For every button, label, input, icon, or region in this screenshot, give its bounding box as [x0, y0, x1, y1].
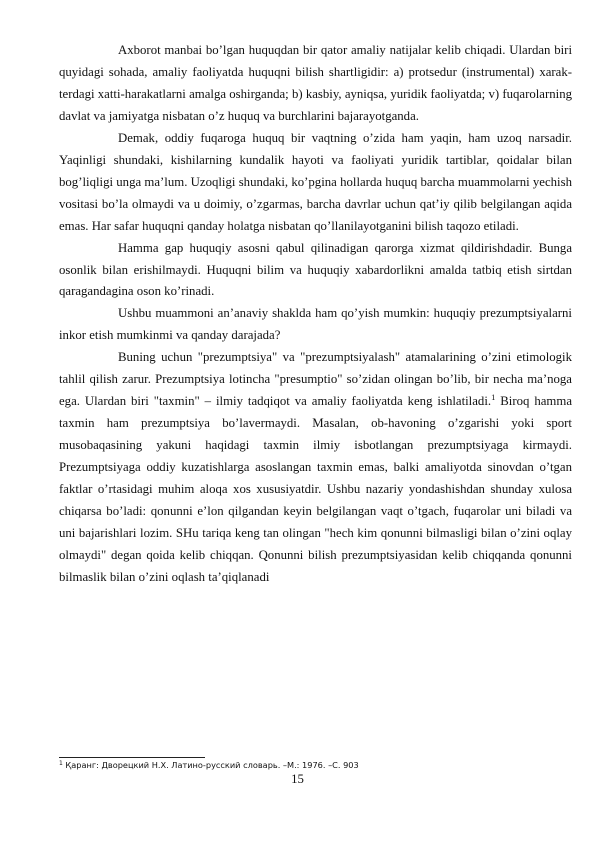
paragraph-1: Axborot manbai bo’lgan huquqdan bir qator amaliy natijalar kelib chiqadi. Ulardan biri quyidagi sohada, amaliy faoliyatda huquqni bilish shartligidir: a) protsedur (instrumental) xarak-terdagi xatti-harakatlarni amalga oshirganda; b) kasbiy, ayniqsa, yuridik faoliyatda; v) fuqarolarning davlat va jamiyatga nisbatan o’z huquq va burchlarini bajarayotganda. [59, 43, 572, 123]
paragraph-5-text-b: Biroq hamma taxmin ham prezumptsiya bo’lavermaydi. Masalan, ob-havoning o’zgarishi yoki sport musobaqasining yakuni haqidagi taxmin ilmiy isbotlangan prezumptsiyaga kirmaydi. Prezumptsiyaga oddiy kuzatishlarga asoslangan taxmin emas, balki amaliyotda sinovdan o’tgan faktlar o’rtasidagi muhim aloqa xos xususiyatdir. Ushbu nazariy yondashishdan shunday xulosa chiqarsa bo’ladi: qonunni e’lon qilgandan keyin belgilangan vaqt o’tgach, fuqarolar uni biladi va uni bajarishlari lozim. SHu tariqa keng tan olingan "hech kim qonunni bilmasligi bilan o’zini oqlay olmaydi" degan qoida kelib chiqqan. Qonunni bilish prezumptsiyasidan kelib chiqqanda qonunni bilmaslik bilan o’zini oqlash ta’qiqlanadi [59, 394, 572, 584]
footnote-separator [59, 757, 205, 758]
paragraph-4: Ushbu muammoni an’anaviy shaklda ham qo’yish mumkin: huquqiy prezumptsiyalarni inkor etish mumkinmi va qanday darajada? [59, 306, 572, 343]
paragraph-5-text-a: Buning uchun "prezumptsiya" va "prezumptsiyalash" atamalarining o’zini etimologik tahlil qilish zarur. Prezumptsiya lotincha "presumptio" so’zidan olingan bo’lib, bir necha ma’noga ega. Ulardan biri "taxmin" – ilmiy tadqiqot va amaliy faoliyatda keng ishlatiladi. [59, 350, 572, 409]
paragraph-2: Demak, oddiy fuqaroga huquq bir vaqtning o’zida ham yaqin, ham uzoq narsadir. Yaqinligi shundaki, kishilarning kundalik hayoti va faoliyati yuridik tartiblar, qoidalar bilan bog’liqligi unga ma’lum. Uzoqligi shundaki, ko’pgina hollarda huquq barcha muammolarni yechish vositasi bo’la olmaydi va u doimiy, o’zgarmas, barcha davrlar uchun qat’iy qilib belgilangan aqida emas. Har safar huquqni qanday holatga nisbatan qo’llanilayotganini bilish taqozo etiladi. [59, 130, 572, 233]
footnote [59, 760, 572, 771]
paragraph-3: Hamma gap huquqiy asosni qabul qilinadigan qarorga xizmat qildirishdadir. Bunga osonlik bilan erishilmaydi. Huquqni bilim va huquqiy xabardorlikni amalda tatbiq etish sirtdan qaragandagina oson ko’rinadi. [59, 240, 572, 299]
footnote-mark: 1 [59, 760, 63, 767]
body-text [59, 40, 572, 589]
footnote-reference: 1 [491, 392, 496, 403]
page-number: 15 [291, 772, 304, 786]
paragraph-5 [59, 347, 572, 588]
footnote-text: Қаранг: Дворецкий Н.Х. Латино-русский словарь. –М.: 1976. –С. 903 [62, 760, 359, 770]
